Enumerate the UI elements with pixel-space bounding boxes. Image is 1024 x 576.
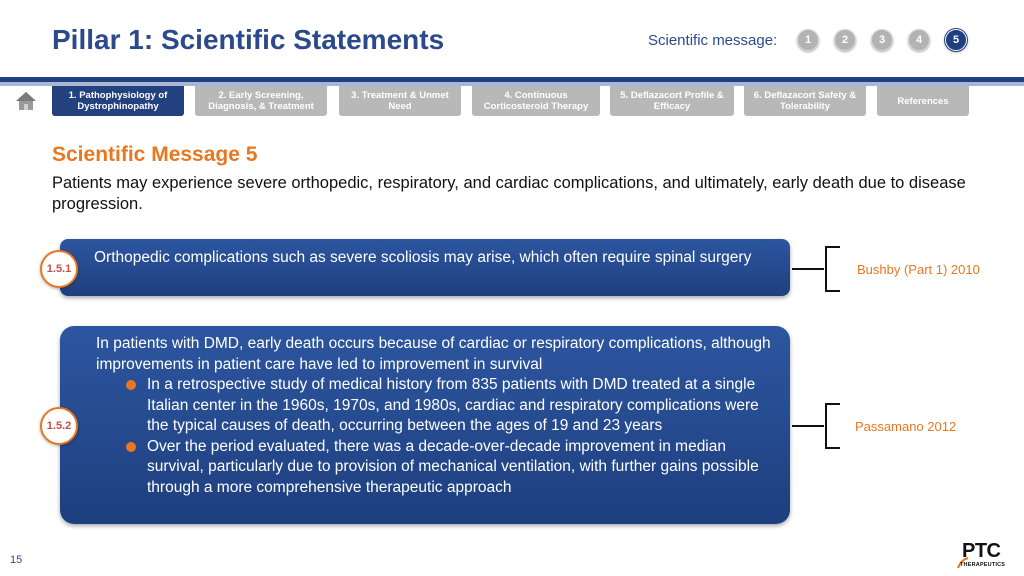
reference-bracket-2 — [792, 402, 842, 450]
statement-2-text: In patients with DMD, early death occurs because of cardiac or respiratory complications, although improvements in patient care have led to improvement in survival — [96, 335, 771, 373]
scientific-message-heading: Scientific Message 5 — [52, 143, 258, 166]
tab-references[interactable]: References — [877, 86, 969, 116]
statement-box-2 — [60, 326, 790, 524]
message-1-button[interactable]: 1 — [797, 29, 819, 51]
statement-2-number: 1.5.2 — [40, 407, 78, 445]
message-3-button[interactable]: 3 — [871, 29, 893, 51]
statement-box-1 — [60, 239, 790, 296]
scientific-message-statement: Patients may experience severe orthopedic, respiratory, and cardiac complications, and ultimately, early death due to disease progression. — [52, 174, 966, 213]
tab-deflazacort-efficacy[interactable]: 5. Deflazacort Profile & Efficacy — [610, 86, 734, 116]
reference-1-link[interactable]: Bushby (Part 1) 2010 — [857, 262, 980, 277]
page-number: 15 — [10, 554, 23, 566]
tab-deflazacort-safety[interactable]: 6. Deflazacort Safety & Tolerability — [744, 86, 866, 116]
statement-1-text: Orthopedic complications such as severe scoliosis may arise, which often require spinal surgery — [94, 249, 752, 266]
tab-pathophysiology[interactable]: 1. Pathophysiology of Dystrophinopathy — [52, 86, 184, 116]
bullet-dot-icon — [126, 380, 136, 390]
tab-treatment-unmet-need[interactable]: 3. Treatment & Unmet Need — [339, 86, 461, 116]
tab-continuous-corticosteroid[interactable]: 4. Continuous Corticosteroid Therapy — [472, 86, 600, 116]
message-5-button[interactable]: 5 — [945, 29, 967, 51]
message-2-button[interactable]: 2 — [834, 29, 856, 51]
message-4-button[interactable]: 4 — [908, 29, 930, 51]
ptc-logo — [956, 540, 1016, 572]
scientific-message-selector — [797, 29, 967, 51]
statement-1-number: 1.5.1 — [40, 250, 78, 288]
logo-subtext: THERAPEUTICS — [960, 562, 1006, 568]
reference-bracket-1 — [792, 245, 842, 293]
logo-text: PTC — [962, 540, 1001, 562]
list-item: Over the period evaluated, there was a decade-over-decade improvement in median survival, particularly due to provision of mechanical ventilation, with further gains possible through a more comprehensive therapeutic approach — [147, 437, 776, 499]
bullet-dot-icon — [126, 442, 136, 452]
tab-early-screening[interactable]: 2. Early Screening, Diagnosis, & Treatment — [195, 86, 327, 116]
list-item: In a retrospective study of medical history from 835 patients with DMD treated at a single Italian center in the 1960s, 1970s, and 1980s, cardiac and respiratory complications were the typical causes of death, occurring between the ages of 19 and 23 years — [147, 375, 776, 437]
reference-2-link[interactable]: Passamano 2012 — [855, 419, 957, 434]
scientific-message-label: Scientific message: — [648, 32, 778, 49]
page-title: Pillar 1: Scientific Statements — [52, 24, 445, 55]
home-icon[interactable] — [15, 90, 37, 112]
